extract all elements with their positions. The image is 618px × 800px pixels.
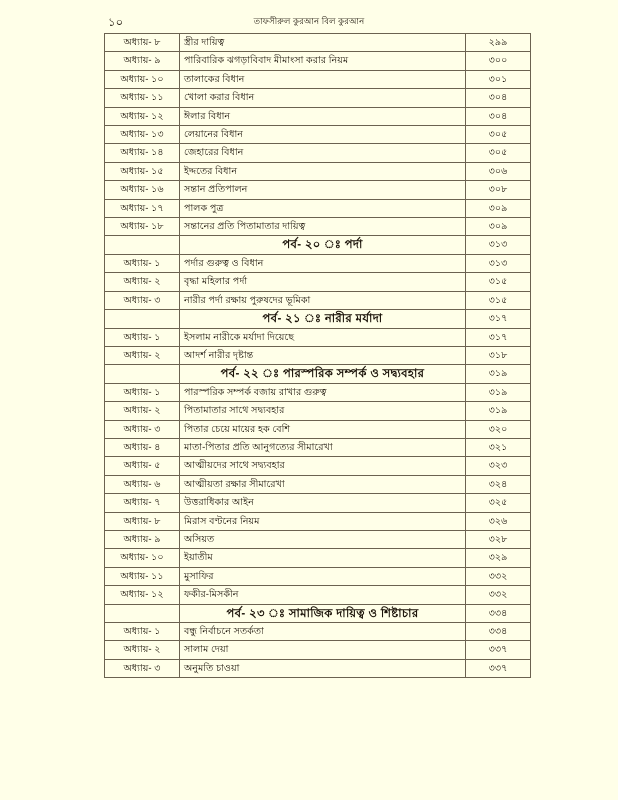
toc-page-number-cell: ৩১৩: [466, 236, 531, 254]
toc-section-title-cell: পর্ব- ২২ ঃ পারস্পরিক সম্পর্ক ও সদ্ব্যবহার: [180, 365, 466, 383]
toc-chapter-cell: অধ্যায়- ২: [105, 641, 180, 659]
toc-chapter-cell: অধ্যায়- ৯: [105, 52, 180, 70]
toc-page-number-cell: ৩৩৪: [466, 623, 531, 641]
toc-title-cell: পর্দার গুরুত্ব ও বিধান: [180, 254, 466, 272]
toc-page-number-cell: ৩০১: [466, 70, 531, 88]
toc-section-row: [105, 310, 531, 328]
toc-entry-row: [105, 549, 531, 567]
toc-title-cell: অনুমতি চাওয়া: [180, 659, 466, 677]
toc-entry-row: [105, 402, 531, 420]
toc-page-number-cell: ৩২৬: [466, 512, 531, 530]
toc-page-number-cell: ৩০৪: [466, 89, 531, 107]
toc-entry-row: [105, 70, 531, 88]
toc-entry-row: [105, 254, 531, 272]
toc-title-cell: মিরাস বণ্টনের নিয়ম: [180, 512, 466, 530]
toc-entry-row: [105, 567, 531, 585]
toc-chapter-cell: অধ্যায়- ১৩: [105, 126, 180, 144]
toc-entry-row: [105, 346, 531, 364]
toc-chapter-cell: অধ্যায়- ১০: [105, 70, 180, 88]
toc-page-number-cell: ৩৩৭: [466, 659, 531, 677]
toc-title-cell: নারীর পর্দা রক্ষায় পুরুষদের ভূমিকা: [180, 291, 466, 309]
toc-section-title-cell: পর্ব- ২৩ ঃ সামাজিক দায়িত্ব ও শিষ্টাচার: [180, 604, 466, 622]
toc-entry-row: [105, 199, 531, 217]
toc-entry-row: [105, 328, 531, 346]
toc-title-cell: ইদ্দতের বিধান: [180, 162, 466, 180]
toc-entry-row: [105, 34, 531, 52]
toc-chapter-cell: অধ্যায়- ১০: [105, 549, 180, 567]
toc-entry-row: [105, 107, 531, 125]
toc-chapter-cell: অধ্যায়- ২: [105, 346, 180, 364]
toc-page-number-cell: ৩২৮: [466, 530, 531, 548]
toc-entry-row: [105, 291, 531, 309]
toc-entry-row: [105, 457, 531, 475]
toc-chapter-cell: অধ্যায়- ৩: [105, 420, 180, 438]
toc-section-title-cell: পর্ব- ২১ ঃ নারীর মর্যাদা: [180, 310, 466, 328]
toc-chapter-cell: অধ্যায়- ১৬: [105, 181, 180, 199]
toc-chapter-cell: অধ্যায়- ১: [105, 383, 180, 401]
toc-chapter-cell: অধ্যায়- ১২: [105, 586, 180, 604]
toc-title-cell: পিতামাতার সাথে সদ্ব্যবহার: [180, 402, 466, 420]
toc-body: [105, 34, 531, 678]
toc-chapter-cell: অধ্যায়- ৩: [105, 659, 180, 677]
toc-entry-row: [105, 273, 531, 291]
toc-entry-row: [105, 383, 531, 401]
page-header: [104, 14, 514, 32]
toc-page-number-cell: ৩১৩: [466, 254, 531, 272]
toc-chapter-cell: অধ্যায়- ১৪: [105, 144, 180, 162]
toc-title-cell: পারস্পরিক সম্পর্ক বজায় রাখার গুরুত্ব: [180, 383, 466, 401]
toc-page-number-cell: ৩১৫: [466, 273, 531, 291]
toc-entry-row: [105, 475, 531, 493]
toc-chapter-cell: অধ্যায়- ৯: [105, 530, 180, 548]
toc-title-cell: জেহারের বিধান: [180, 144, 466, 162]
toc-chapter-cell: [105, 365, 180, 383]
toc-section-row: [105, 604, 531, 622]
toc-title-cell: লেয়ানের বিধান: [180, 126, 466, 144]
toc-title-cell: ইসলাম নারীকে মর্যাদা দিয়েছে: [180, 328, 466, 346]
toc-page-number-cell: ৩৩২: [466, 586, 531, 604]
toc-page-number-cell: ৩১৯: [466, 365, 531, 383]
toc-chapter-cell: অধ্যায়- ১৭: [105, 199, 180, 217]
toc-entry-row: [105, 144, 531, 162]
toc-chapter-cell: অধ্যায়- ৪: [105, 438, 180, 456]
toc-chapter-cell: অধ্যায়- ৮: [105, 34, 180, 52]
folio-number: ১০: [108, 17, 124, 29]
toc-page-number-cell: ৩১৭: [466, 310, 531, 328]
toc-chapter-cell: অধ্যায়- ৬: [105, 475, 180, 493]
toc-page-number-cell: ৩২৪: [466, 475, 531, 493]
toc-entry-row: [105, 438, 531, 456]
toc-page-number-cell: ৩১৯: [466, 383, 531, 401]
running-title: তাফসীরুল কুরআন বিল কুরআন: [253, 16, 365, 26]
toc-page-number-cell: ৩১৮: [466, 346, 531, 364]
toc-entry-row: [105, 89, 531, 107]
toc-entry-row: [105, 530, 531, 548]
toc-page-number-cell: ৩২১: [466, 438, 531, 456]
toc-chapter-cell: অধ্যায়- ৭: [105, 494, 180, 512]
toc-chapter-cell: অধ্যায়- ১: [105, 623, 180, 641]
toc-chapter-cell: অধ্যায়- ৩: [105, 291, 180, 309]
toc-entry-row: [105, 52, 531, 70]
toc-page-number-cell: ৩২৯: [466, 549, 531, 567]
toc-chapter-cell: অধ্যায়- ১১: [105, 567, 180, 585]
toc-entry-row: [105, 641, 531, 659]
toc-page-number-cell: ২৯৯: [466, 34, 531, 52]
toc-title-cell: উত্তরাধিকার আইন: [180, 494, 466, 512]
toc-chapter-cell: অধ্যায়- ১২: [105, 107, 180, 125]
toc-section-title-cell: পর্ব- ২০ ঃ পর্দা: [180, 236, 466, 254]
toc-title-cell: সালাম দেয়া: [180, 641, 466, 659]
toc-page-number-cell: ৩০০: [466, 52, 531, 70]
toc-page-number-cell: ৩০৮: [466, 181, 531, 199]
toc-chapter-cell: [105, 604, 180, 622]
toc-section-row: [105, 365, 531, 383]
toc-title-cell: তালাকের বিধান: [180, 70, 466, 88]
toc-page-number-cell: ৩২৩: [466, 457, 531, 475]
toc-title-cell: স্ত্রীর দায়িত্ব: [180, 34, 466, 52]
toc-page-number-cell: ৩০৯: [466, 218, 531, 236]
toc-page-number-cell: ৩৩৭: [466, 641, 531, 659]
toc-page-number-cell: ৩১৭: [466, 328, 531, 346]
toc-entry-row: [105, 126, 531, 144]
toc-title-cell: আত্মীয়দের সাথে সদ্ব্যবহার: [180, 457, 466, 475]
toc-title-cell: সন্তানের প্রতি পিতামাতার দায়িত্ব: [180, 218, 466, 236]
toc-title-cell: বন্ধু নির্বাচনে সতর্কতা: [180, 623, 466, 641]
toc-title-cell: বৃদ্ধা মহিলার পর্দা: [180, 273, 466, 291]
toc-title-cell: অসিয়ত: [180, 530, 466, 548]
toc-title-cell: সন্তান প্রতিপালন: [180, 181, 466, 199]
toc-page-number-cell: ৩২৫: [466, 494, 531, 512]
toc-title-cell: পালক পুত্র: [180, 199, 466, 217]
toc-title-cell: মাতা-পিতার প্রতি আনুগত্যের সীমারেখা: [180, 438, 466, 456]
toc-page-number-cell: ৩০৫: [466, 144, 531, 162]
table-of-contents: [104, 33, 531, 678]
toc-chapter-cell: [105, 310, 180, 328]
toc-chapter-cell: অধ্যায়- ২: [105, 402, 180, 420]
toc-entry-row: [105, 162, 531, 180]
toc-title-cell: পারিবারিক ঝগড়া‌বিবাদ মীমাংসা করার নিয়ম: [180, 52, 466, 70]
toc-title-cell: পিতার চেয়ে মায়ের হক বেশি: [180, 420, 466, 438]
toc-page-number-cell: ৩৩৪: [466, 604, 531, 622]
toc-title-cell: ইয়াতীম: [180, 549, 466, 567]
toc-chapter-cell: অধ্যায়- ১১: [105, 89, 180, 107]
toc-section-row: [105, 236, 531, 254]
toc-title-cell: আদর্শ নারীর দৃষ্টান্ত: [180, 346, 466, 364]
toc-entry-row: [105, 420, 531, 438]
toc-title-cell: আত্মীয়তা রক্ষার সীমারেখা: [180, 475, 466, 493]
toc-title-cell: ফকীর-মিসকীন: [180, 586, 466, 604]
toc-entry-row: [105, 586, 531, 604]
toc-chapter-cell: অধ্যায়- ১: [105, 254, 180, 272]
toc-page-number-cell: ৩০৯: [466, 199, 531, 217]
toc-page-number-cell: ৩০৫: [466, 126, 531, 144]
toc-entry-row: [105, 218, 531, 236]
toc-chapter-cell: অধ্যায়- ২: [105, 273, 180, 291]
toc-page-number-cell: ৩২০: [466, 420, 531, 438]
toc-entry-row: [105, 181, 531, 199]
toc-title-cell: খোলা করার বিধান: [180, 89, 466, 107]
toc-chapter-cell: অধ্যায়- ৮: [105, 512, 180, 530]
toc-entry-row: [105, 623, 531, 641]
toc-title-cell: ঈলার বিধান: [180, 107, 466, 125]
toc-page-number-cell: ৩৩২: [466, 567, 531, 585]
toc-page-number-cell: ৩০৬: [466, 162, 531, 180]
toc-chapter-cell: অধ্যায়- ৫: [105, 457, 180, 475]
toc-page-number-cell: ৩০৪: [466, 107, 531, 125]
toc-page-number-cell: ৩১৫: [466, 291, 531, 309]
toc-chapter-cell: [105, 236, 180, 254]
toc-chapter-cell: অধ্যায়- ১: [105, 328, 180, 346]
toc-entry-row: [105, 659, 531, 677]
toc-chapter-cell: অধ্যায়- ১৮: [105, 218, 180, 236]
toc-page-number-cell: ৩১৯: [466, 402, 531, 420]
toc-title-cell: মুসাফির: [180, 567, 466, 585]
toc-entry-row: [105, 512, 531, 530]
toc-entry-row: [105, 494, 531, 512]
toc-chapter-cell: অধ্যায়- ১৫: [105, 162, 180, 180]
